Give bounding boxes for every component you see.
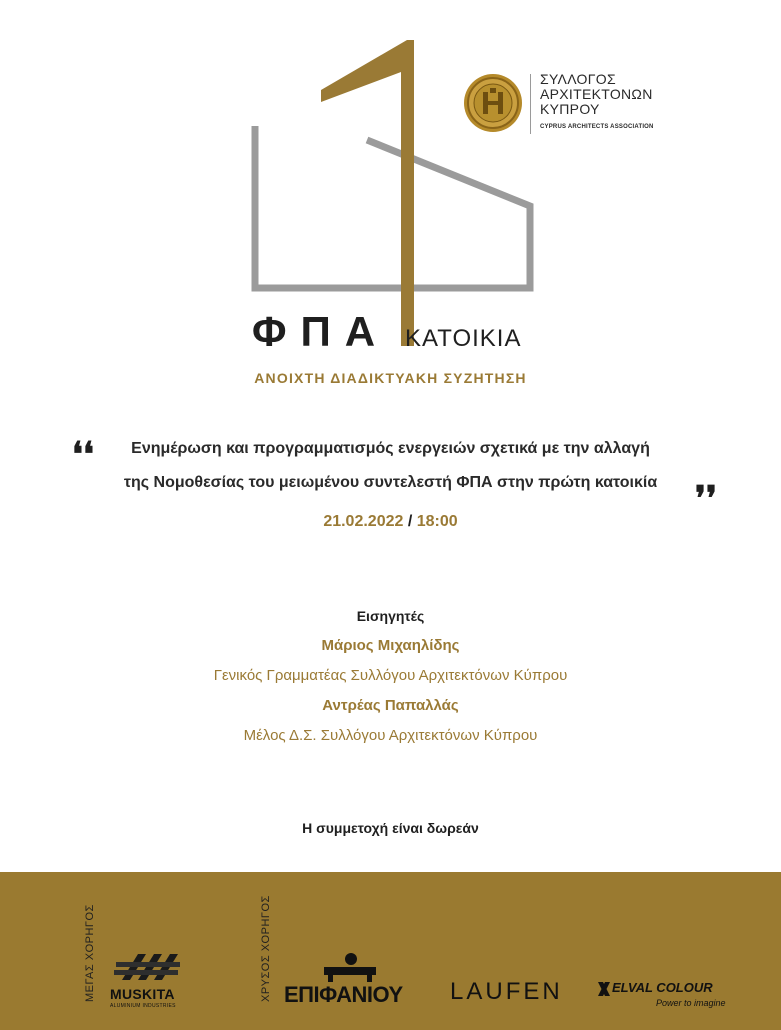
association-block — [463, 70, 663, 140]
association-english-name: CYPRUS ARCHITECTS ASSOCIATION — [540, 124, 654, 130]
event-datetime — [0, 513, 781, 531]
sponsors-band — [0, 872, 781, 1030]
association-name-line-2: ΑΡΧΙΤΕΚΤΟΝΩΝ — [540, 86, 653, 102]
speaker-name: Μάριος Μιχαηλίδης — [321, 637, 460, 654]
laufen-logo: LAUFEN — [450, 978, 563, 1005]
elval-tagline: Power to imagine — [656, 998, 726, 1008]
elval-logo — [598, 980, 738, 1020]
topic-line-1: Ενημέρωση και προγραμματισμός ενεργειών σχετικά με την αλλαγή — [131, 440, 650, 457]
speakers-heading: Εισηγητές — [356, 608, 425, 624]
muskita-subtitle: ALUMINIUM INDUSTRIES — [110, 1003, 176, 1009]
event-subtitle: ΑΝΟΙΧΤΗ ΔΙΑΔΙΚΤΥΑΚΗ ΣΥΖΗΤΗΣΗ — [254, 370, 527, 386]
title-residence: ΚΑΤΟΙΚΙΑ — [405, 325, 522, 352]
speaker-role: Μέλος Δ.Σ. Συλλόγου Αρχιτεκτόνων Κύπρου — [243, 727, 538, 744]
elval-mark-icon — [598, 982, 610, 996]
close-quote-icon: ❜❜ — [695, 479, 717, 519]
numeral-one — [321, 40, 414, 346]
epifaniou-mark-icon — [324, 952, 376, 982]
muskita-name: MUSKITA — [110, 986, 175, 1002]
event-date: 21.02.2022 — [323, 513, 404, 530]
datetime-separator: / — [407, 513, 413, 530]
speaker-role: Γενικός Γραμματέας Συλλόγου Αρχιτεκτόνων Κύπρου — [213, 667, 568, 684]
open-quote-icon: ❛❛ — [72, 435, 94, 475]
elval-name: ELVAL COLOUR — [612, 980, 713, 995]
divider — [530, 74, 531, 134]
topic-line-2: της Νομοθεσίας του μειωμένου συντελεστή ΦΠΑ στην πρώτη κατοικία — [123, 474, 658, 491]
coin-seal-icon — [463, 72, 523, 134]
major-sponsor-label: ΜΕΓΑΣ ΧΟΡΗΓΟΣ — [84, 904, 96, 1002]
muskita-logo — [104, 950, 184, 1014]
house-outline — [255, 126, 530, 288]
association-name-line-1: ΣΥΛΛΟΓΟΣ — [540, 71, 616, 87]
event-time: 18:00 — [416, 513, 458, 530]
association-name-line-3: ΚΥΠΡΟΥ — [540, 101, 600, 117]
speaker-name: Αντρέας Παπαλλάς — [322, 697, 459, 714]
gold-sponsor-label: ΧΡΥΣΟΣ ΧΟΡΗΓΟΣ — [260, 895, 272, 1002]
epifaniou-logo — [284, 952, 420, 1012]
free-entry-note: Η συμμετοχή είναι δωρεάν — [302, 820, 479, 836]
epifaniou-name: ΕΠΙΦΑΝΙΟΥ — [284, 982, 403, 1007]
muskita-mark-icon — [112, 950, 182, 984]
title-vat: ΦΠΑ — [252, 308, 390, 355]
